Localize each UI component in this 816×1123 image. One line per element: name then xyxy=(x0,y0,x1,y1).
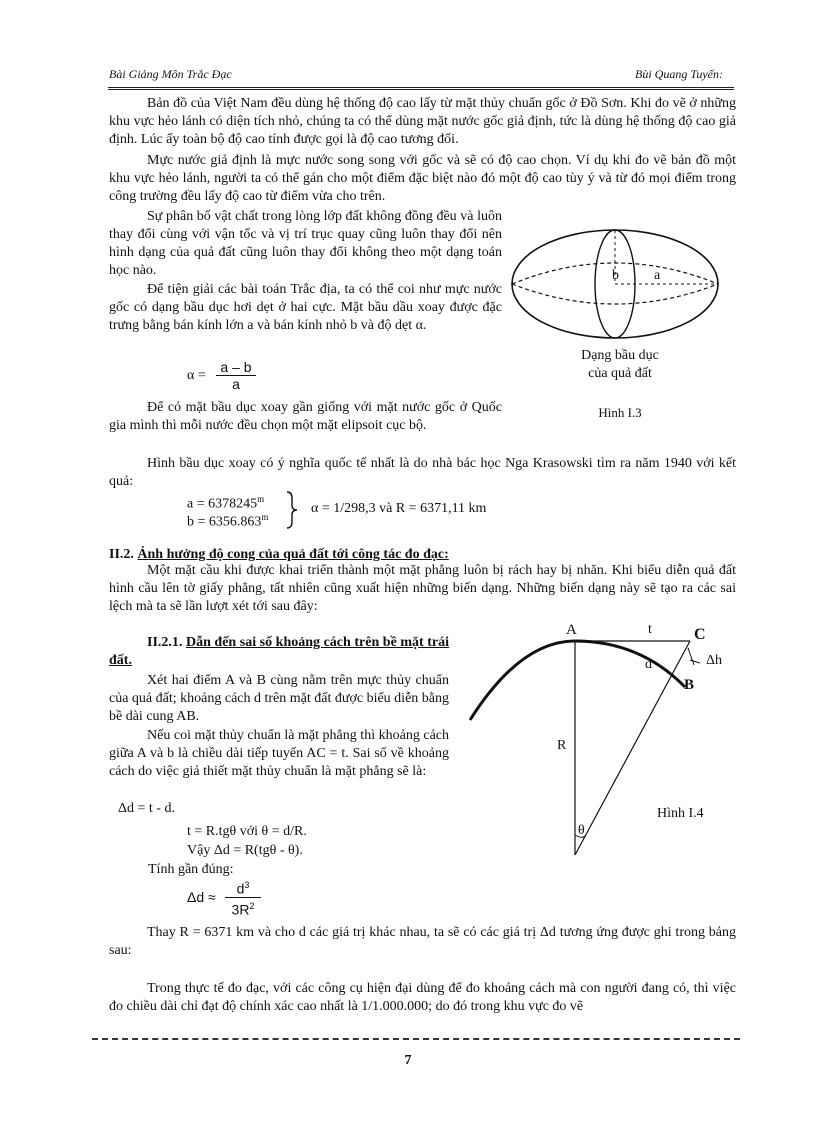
label-t: t xyxy=(648,622,652,637)
paragraph-10: Thay R = 6371 km và cho d các giá trị khác nhau, ta sẽ có các giá trị Δd tương ứng được ghi trong bảng sau: xyxy=(109,925,736,958)
label-R: R xyxy=(557,738,567,753)
curvature-figure xyxy=(450,615,740,895)
paragraph-5: Để có mặt bầu dục xoay gần giống với mặt nước gốc ở Quốc gia mình thì mỗi nước đều chọn một mặt elipsoit cục bộ. xyxy=(109,400,502,433)
point-C: C xyxy=(694,626,706,643)
formula-1: Δd = t - d. xyxy=(118,801,175,816)
krasowski-result: α = 1/298,3 và R = 6371,11 km xyxy=(311,501,487,516)
paragraph-9: Nếu coi mặt thủy chuẩn là mặt phẳng thì khoảng cách giữa A và b là chiều dài tiếp tuyến AC = t. Sai số về khoảng cách do việc giả thiết mặt thủy chuẩn là mặt phẳng sẽ là: xyxy=(109,728,449,779)
krasowski-b: $b = 6356.863^m$ xyxy=(187,512,269,530)
label-delta-h: Δh xyxy=(706,653,723,668)
ellipse-equator-front xyxy=(512,284,718,304)
alpha-lhs: α = xyxy=(187,368,206,383)
alpha-numerator: a – b xyxy=(216,359,256,376)
page-number: 7 xyxy=(404,1053,412,1068)
paragraph-7: Một mặt cầu khi được khai triển thành một mặt phẳng luôn bị rách hay bị nhăn. Khi biểu diễn quả đất hình cầu lên tờ giấy phẳng, tất nhiên cũng xuất hiện những biến dạng. Những biến dạng này sẽ tạo ra các sai lệch mà ta sẽ lần lượt xét tới sau đây: xyxy=(109,563,736,614)
paragraph-11: Trong thực tế đo đạc, với các công cụ hiện đại dùng để đo khoảng cách mà con người đang có, thì việc đo chiều dài chỉ đạt độ chính xác cao nhất là 1/1.000.000; do đó trong khu vực đo vẽ xyxy=(109,981,736,1014)
delta-h-arrow xyxy=(690,660,700,663)
krasowski-a: $a = 6378245^m$ xyxy=(187,494,265,512)
label-a: a xyxy=(654,268,661,283)
approx-fraction xyxy=(225,877,261,917)
alpha-fraction xyxy=(216,359,256,392)
fig14-title: Hình I.4 xyxy=(657,806,704,821)
header-left: Bài Giảng Môn Trắc Đạc xyxy=(109,67,232,81)
section-heading: II.2. Ảnh hưởng độ cong của quả đất tới công tác đo đạc: xyxy=(109,547,449,562)
secant-line xyxy=(575,641,690,855)
paragraph-2: Mực nước giả định là mực nước song song với gốc và sẽ có độ cao chọn. Ví dụ khi đo vẽ bản đồ một khu vực hẻo lánh, người ta có thể gán cho một điểm đặc biệt nào đó một độ cao tùy ý và từ đó mọi điểm trong công trường đều lấy độ cao từ điểm vừa cho trên. xyxy=(109,153,736,204)
label-d: d xyxy=(645,657,652,672)
approx-numerator: $d^3$ xyxy=(225,877,261,898)
formula-2: t = R.tgθ với θ = d/R. xyxy=(187,824,307,839)
earth-arc xyxy=(470,641,685,720)
point-A: A xyxy=(566,622,577,638)
brace-icon xyxy=(284,490,300,530)
paragraph-8: Xét hai điểm A và B cùng nằm trên mực thủy chuẩn của quả đất; khoảng cách d trên mặt đất được biểu diễn bằng bề dài cung AB. xyxy=(109,673,449,724)
subsection-heading: II.2.1. Dẫn đến sai số khoảng cách trên bề mặt trái đất. xyxy=(109,635,449,668)
approx-lhs: Δd ≈ xyxy=(187,889,216,905)
fig13-caption-1: Dạng bầu dục xyxy=(581,348,659,363)
point-B: B xyxy=(684,677,695,693)
ellipsoid-figure xyxy=(505,220,730,355)
formula-3: Vậy Δd = R(tgθ - θ). xyxy=(187,843,303,858)
footer-rule xyxy=(92,1038,740,1040)
alpha-denominator: a xyxy=(232,376,240,392)
formula-4: Tính gần đúng: xyxy=(148,862,234,877)
paragraph-1: Bản đồ của Việt Nam đều dùng hệ thống độ cao lấy từ mặt thủy chuẩn gốc ở Đồ Sơn. Khi đo vẽ ở những khu vực hẻo lánh có diện tích nhỏ, chúng ta có thể dùng mặt nước gốc giả định, tức là dùng hệ thống độ cao giả định. Lúc ấy toàn bộ độ cao tính được gọi là độ cao tương đối. xyxy=(109,96,736,147)
header-right: Bùi Quang Tuyến: xyxy=(635,67,723,81)
paragraph-3: Sự phân bố vật chất trong lòng lớp đất không đồng đều và luôn thay đổi cùng với vận tốc và vị trí trục quay cũng luôn thay đổi nên hình dạng của quả đất cũng luôn thay đổi không theo một dạng toán học nào. xyxy=(109,209,502,278)
label-b: b xyxy=(612,268,619,283)
fig13-title: Hình I.3 xyxy=(598,405,642,420)
delta-h-tick xyxy=(688,648,694,665)
paragraph-6: Hình bầu dục xoay có ý nghĩa quốc tế nhất là do nhà bác học Nga Krasowski tìm ra năm 1940 với kết quả: xyxy=(109,456,736,489)
fig13-caption-2: của quả đất xyxy=(588,366,652,381)
header-rule xyxy=(108,87,734,90)
paragraph-4: Để tiện giải các bài toán Trắc địa, ta có thể coi như mực nước gốc có dạng bầu dục hơi dẹt ở hai cực. Mặt bầu dầu xoay được đặc trưng bằng bán kính lớn a và bán kính nhỏ b và độ dẹt α. xyxy=(109,282,502,333)
approx-denominator: $3R^2$ xyxy=(231,900,255,918)
label-theta: θ xyxy=(578,823,585,838)
